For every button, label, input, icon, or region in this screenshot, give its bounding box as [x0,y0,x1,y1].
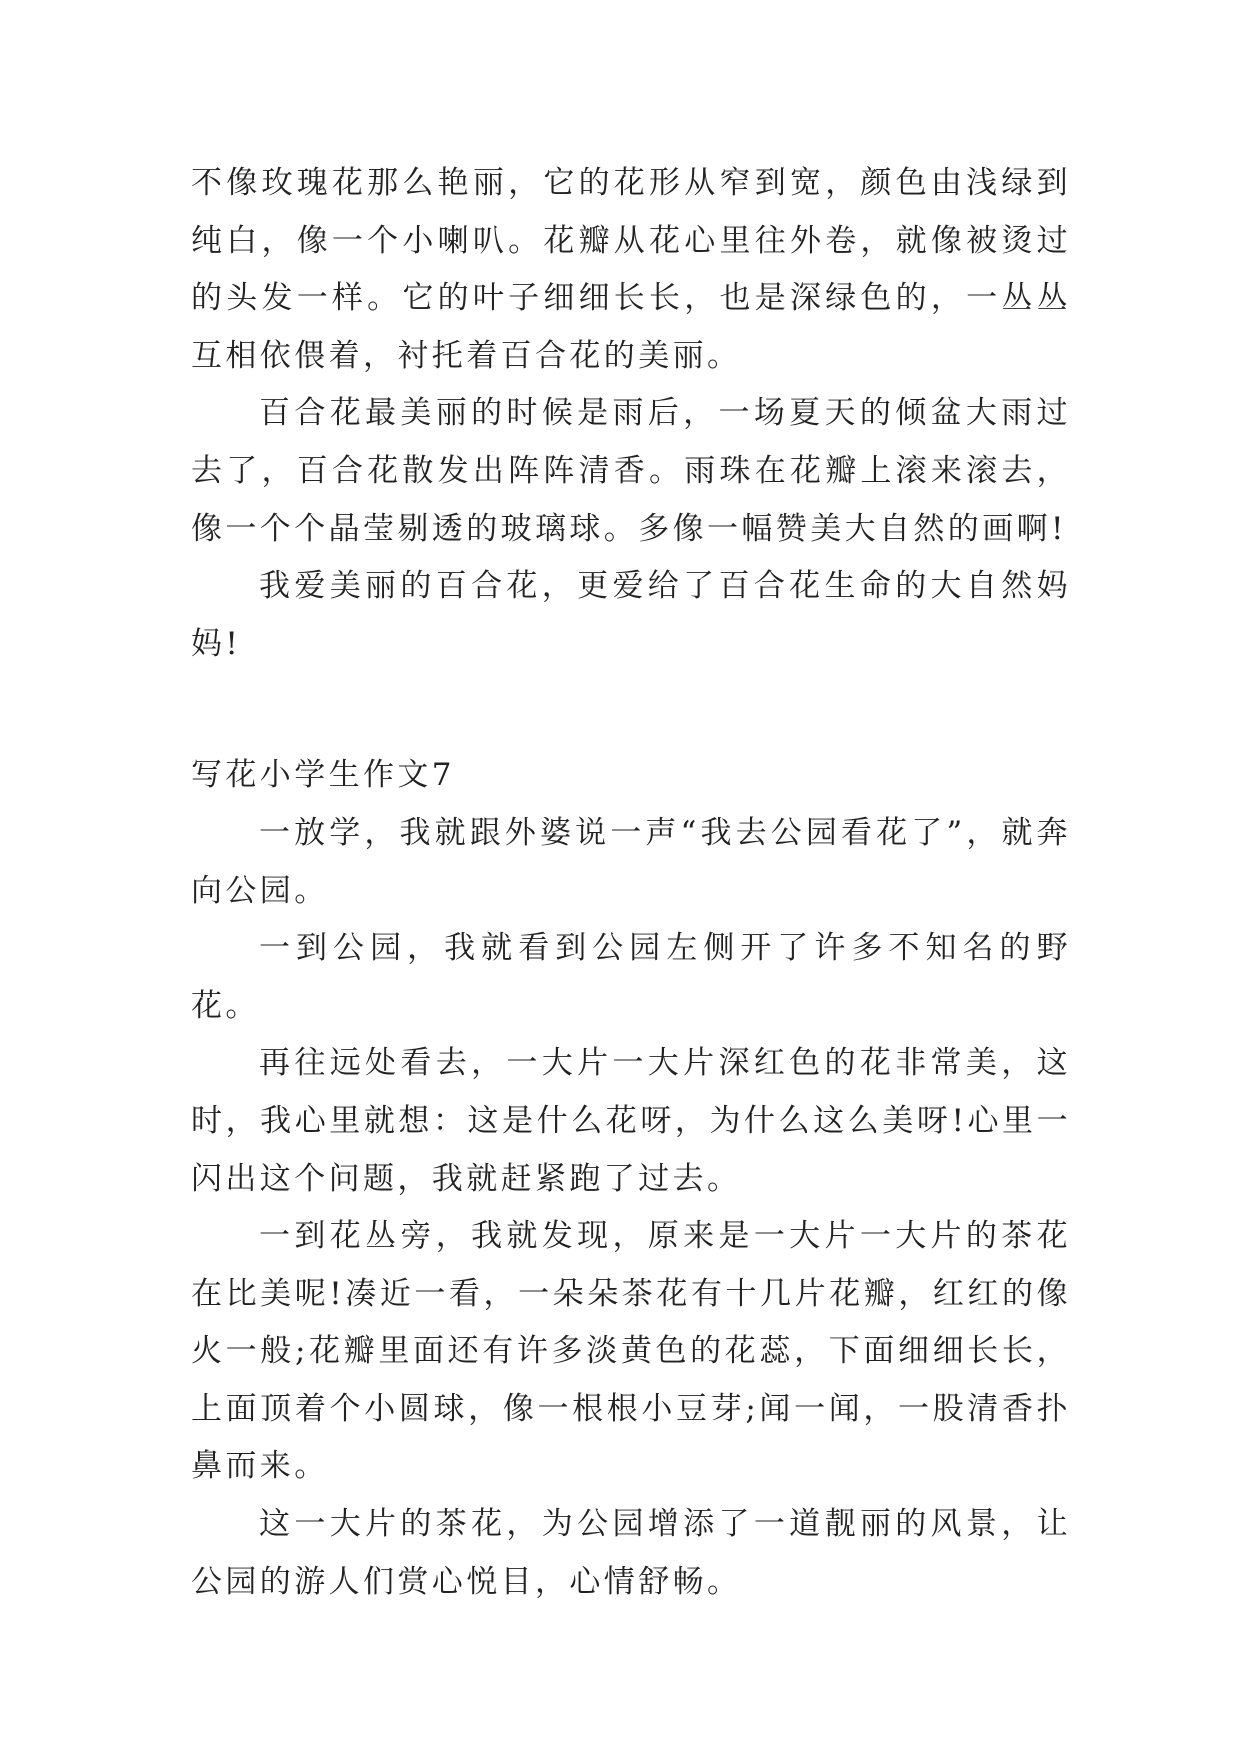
paragraph-lily-conclusion: 我爱美丽的百合花，更爱给了百合花生命的大自然妈妈! [191,568,1071,662]
paragraph-essay7-5: 这一大片的茶花，为公园增添了一道靓丽的风景，让公园的游人们赏心悦目，心情舒畅。 [191,1506,1071,1600]
essay-title: 写花小学生作文7 [191,757,455,794]
paragraph-essay7-4: 一到花丛旁，我就发现，原来是一大片一大片的茶花在比美呢!凑近一看，一朵朵茶花有十几片花瓣，红红的像火一般;花瓣里面还有许多淡黄色的花蕊，下面细细长长，上面顶着个小圆球，像一根根小豆芽;闻一闻，一股清香扑鼻而来。 [191,1218,1071,1485]
paragraph-lily-description: 不像玫瑰花那么艳丽，它的花形从窄到宽，颜色由浅绿到纯白，像一个小喇叭。花瓣从花心里往外卷，就像被烫过的头发一样。它的叶子细细长长，也是深绿色的，一丛丛互相依偎着，衬托着百合花的美丽。 [191,165,1071,374]
paragraph-lily-after-rain: 百合花最美丽的时候是雨后，一场夏天的倾盆大雨过去了，百合花散发出阵阵清香。雨珠在花瓣上滚来滚去，像一个个晶莹剔透的玻璃球。多像一幅赞美大自然的画啊! [191,395,1071,547]
paragraph-essay7-1: 一放学，我就跟外婆说一声“我去公园看花了”，就奔向公园。 [191,814,1071,909]
paragraph-essay7-2: 一到公园，我就看到公园左侧开了许多不知名的野花。 [191,930,1071,1024]
paragraph-essay7-3: 再往远处看去，一大片一大片深红色的花非常美，这时，我心里就想：这是什么花呀，为什么这么美呀!心里一闪出这个问题，我就赶紧跑了过去。 [191,1045,1071,1197]
document-body [191,155,1071,1611]
